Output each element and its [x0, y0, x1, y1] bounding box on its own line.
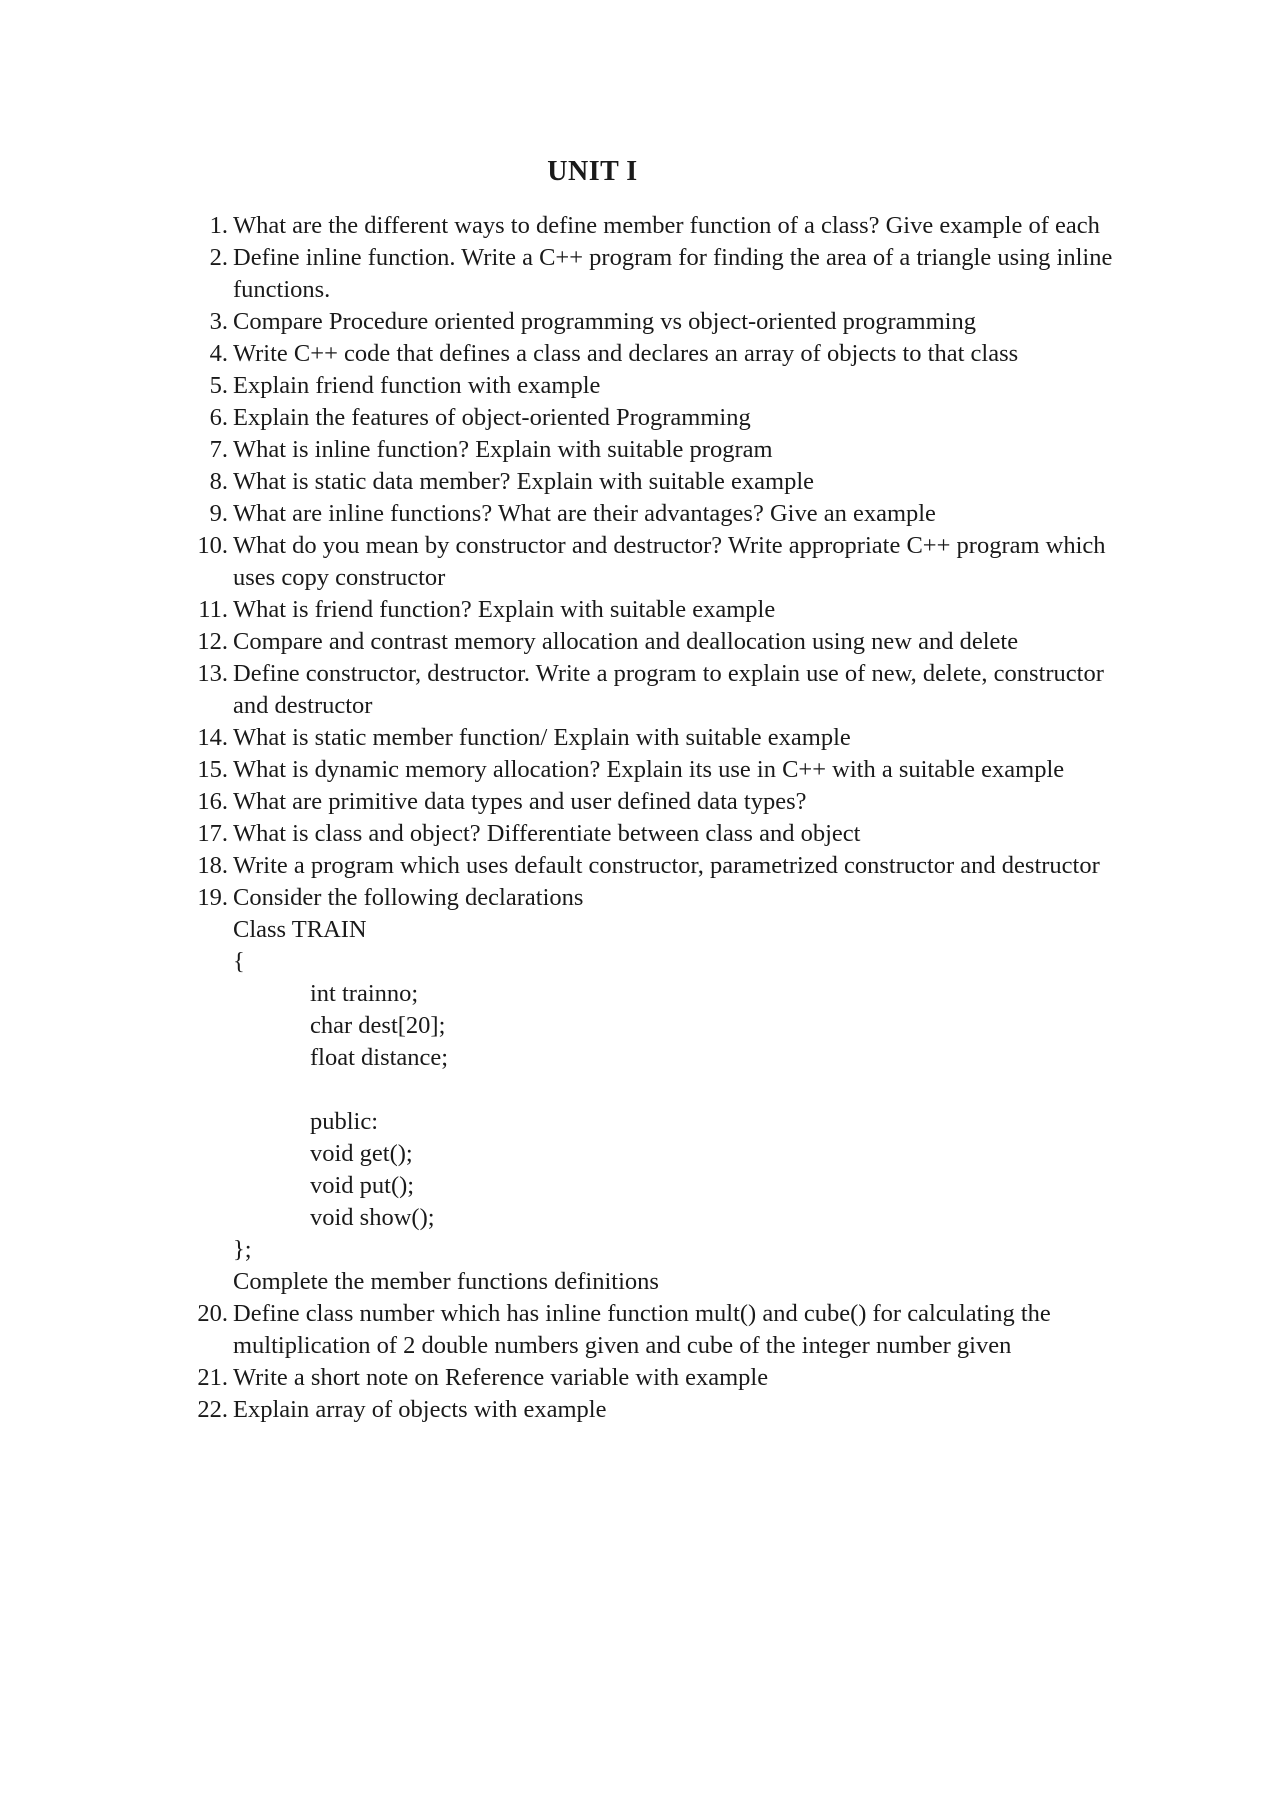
list-item-code-question — [0, 882, 1280, 1298]
item-text: Explain array of objects with example — [233, 1396, 607, 1423]
list-item — [0, 530, 1280, 594]
item-number: 17. — [197, 820, 228, 847]
item-text: Explain friend function with example — [233, 372, 601, 399]
item-number: 19. — [197, 884, 228, 911]
list-item — [0, 498, 1280, 530]
item-text: What are primitive data types and user defined data types? — [233, 788, 807, 815]
item-number: 18. — [197, 852, 228, 879]
item-text: What is static data member? Explain with suitable example — [233, 468, 815, 495]
list-item — [0, 1298, 1280, 1362]
item-text: Consider the following declarations — [233, 884, 584, 911]
list-item — [0, 594, 1280, 626]
code-line: int trainno; — [310, 980, 419, 1007]
code-line: float distance; — [310, 1044, 449, 1071]
item-text: What do you mean by constructor and destructor? Write appropriate C++ program which uses copy constructor — [233, 532, 1106, 591]
item-text: What is class and object? Differentiate between class and object — [233, 820, 861, 847]
item-number: 20. — [197, 1300, 228, 1327]
code-line: Class TRAIN — [233, 916, 367, 943]
item-number: 2. — [209, 244, 228, 271]
item-text: Define class number which has inline function mult() and cube() for calculating the multiplication of 2 double numbers given and cube of the integer number given — [233, 1300, 1051, 1359]
item-text: What are the different ways to define member function of a class? Give example of each — [233, 212, 1100, 239]
item-number: 6. — [209, 404, 228, 431]
item-text: Define constructor, destructor. Write a program to explain use of new, delete, constructor and destructor — [233, 660, 1104, 719]
list-item — [0, 1394, 1280, 1426]
list-item — [0, 658, 1280, 722]
code-line: }; — [233, 1236, 252, 1263]
item-text: Define inline function. Write a C++ program for finding the area of a triangle using inline functions. — [233, 244, 1113, 303]
item-number: 13. — [197, 660, 228, 687]
item-number: 3. — [209, 308, 228, 335]
list-item — [0, 370, 1280, 402]
list-item — [0, 818, 1280, 850]
code-line: void get(); — [310, 1140, 413, 1167]
item-number: 5. — [209, 372, 228, 399]
page-title: UNIT I — [547, 156, 638, 187]
list-item — [0, 1362, 1280, 1394]
list-item — [0, 754, 1280, 786]
code-line: { — [233, 948, 245, 975]
item-number: 14. — [197, 724, 228, 751]
question-list — [0, 210, 1280, 1426]
code-line: void show(); — [310, 1204, 435, 1231]
item-number: 8. — [209, 468, 228, 495]
item-text: Write a short note on Reference variable with example — [233, 1364, 769, 1391]
item-number: 16. — [197, 788, 228, 815]
item-number: 1. — [209, 212, 228, 239]
item-text: What is static member function/ Explain with suitable example — [233, 724, 851, 751]
item-text: Write a program which uses default constructor, parametrized constructor and destructor — [233, 852, 1100, 879]
item-text: Explain the features of object-oriented Programming — [233, 404, 751, 431]
code-line: public: — [310, 1108, 379, 1135]
item-text: Compare Procedure oriented programming vs object-oriented programming — [233, 308, 976, 335]
list-item — [0, 338, 1280, 370]
item-number: 15. — [197, 756, 228, 783]
item-number: 4. — [209, 340, 228, 367]
item-number: 22. — [197, 1396, 228, 1423]
list-item — [0, 242, 1280, 306]
list-item — [0, 786, 1280, 818]
item-number: 11. — [198, 596, 228, 623]
item-text: Write C++ code that defines a class and declares an array of objects to that class — [233, 340, 1019, 367]
list-item — [0, 722, 1280, 754]
code-block — [233, 914, 1120, 1266]
item-number: 21. — [197, 1364, 228, 1391]
item-text: What is inline function? Explain with suitable program — [233, 436, 773, 463]
item-text: What is friend function? Explain with suitable example — [233, 596, 776, 623]
item-text: Compare and contrast memory allocation and deallocation using new and delete — [233, 628, 1019, 655]
list-item — [0, 850, 1280, 882]
item-number: 12. — [197, 628, 228, 655]
item-number: 9. — [209, 500, 228, 527]
item-number: 10. — [197, 532, 228, 559]
item-text-outro: Complete the member functions definitions — [233, 1268, 659, 1295]
item-text: What are inline functions? What are their advantages? Give an example — [233, 500, 936, 527]
code-line: void put(); — [310, 1172, 415, 1199]
list-item — [0, 210, 1280, 242]
code-line: char dest[20]; — [310, 1012, 446, 1039]
item-text: What is dynamic memory allocation? Explain its use in C++ with a suitable example — [233, 756, 1065, 783]
list-item — [0, 434, 1280, 466]
list-item — [0, 466, 1280, 498]
list-item — [0, 626, 1280, 658]
list-item — [0, 306, 1280, 338]
item-number: 7. — [209, 436, 228, 463]
list-item — [0, 402, 1280, 434]
code-blank-line — [233, 1074, 1120, 1106]
